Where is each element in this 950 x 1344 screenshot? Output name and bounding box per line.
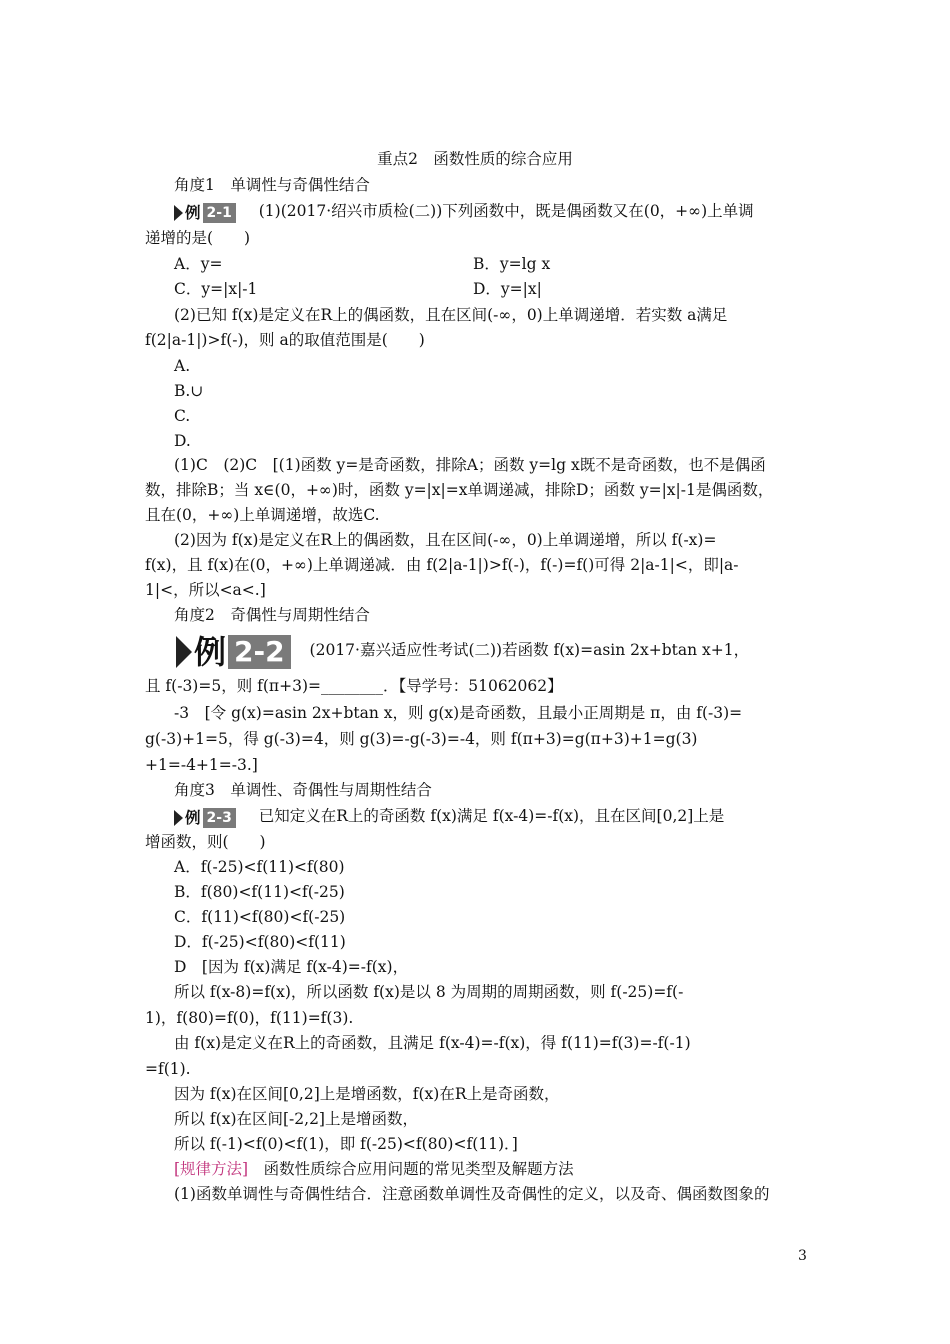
question-text: 且 f(-3)=5，则 f(π+3)=________．【导学号：51062062】 xyxy=(145,677,563,695)
solution-text: g(-3)+1=5，得 g(-3)=4，则 g(3)=-g(-3)=-4，则 f(π+3)=g(π+3)+1=g(3) xyxy=(145,730,698,748)
option-a: A. xyxy=(174,357,191,375)
option-c: C．f(11)<f(80)<f(-25) xyxy=(174,908,346,926)
angle-3-heading: 角度3 单调性、奇偶性与周期性结合 xyxy=(174,781,432,799)
solution-text: 所以 f(-1)<f(0)<f(1)，即 f(-25)<f(80)<f(11)．] xyxy=(174,1135,518,1153)
option-d: D. xyxy=(174,432,191,450)
method-label: [规律方法] xyxy=(174,1160,249,1178)
question-text: (1)(2017·绍兴市质检(二))下列函数中，既是偶函数又在(0，+∞)上单调 xyxy=(258,202,754,220)
example-label: 例 xyxy=(194,632,227,671)
method-title: 函数性质综合应用问题的常见类型及解题方法 xyxy=(248,1160,574,1178)
solution-text: +1=-4+1=-3.] xyxy=(145,756,258,774)
angle-1-heading: 角度1 单调性与奇偶性结合 xyxy=(174,176,370,194)
example-number: 2-3 xyxy=(203,808,236,828)
example-number: 2-1 xyxy=(203,203,236,223)
example-2-2-question xyxy=(176,632,749,670)
method-text: (1)函数单调性与奇偶性结合．注意函数单调性及奇偶性的定义，以及奇、偶函数图象的 xyxy=(174,1185,770,1203)
solution-text: 数，排除B；当 x∈(0，+∞)时，函数 y=|x|=x单调递减，排除D；函数 y=|x|-1是偶函数， xyxy=(145,481,774,499)
option-d: D．f(-25)<f(80)<f(11) xyxy=(174,933,346,951)
solution-text: 因为 f(x)在区间[0,2]上是增函数，f(x)在R上是奇函数， xyxy=(174,1085,560,1103)
example-number: 2-2 xyxy=(228,635,291,669)
solution-text: (1)C (2)C [(1)函数 y=是奇函数，排除A；函数 y=lg x既不是奇函数，也不是偶函 xyxy=(174,456,766,474)
triangle-icon xyxy=(176,636,192,668)
solution-text: (2)因为 f(x)是定义在R上的偶函数，且在区间(-∞，0)上单调递增，所以 f(-x)= xyxy=(174,531,717,549)
example-2-1-question xyxy=(174,201,754,223)
solution-text: -3 [令 g(x)=asin 2x+btan x，则 g(x)是奇函数，且最小正周期是 π，由 f(-3)= xyxy=(174,704,743,722)
solution-text: f(x)，且 f(x)在(0，+∞)上单调递减．由 f(2|a-1|)>f(-)，f(-)=f()可得 2|a-1|<，即|a- xyxy=(145,556,739,574)
solution-text: =f(1). xyxy=(145,1060,191,1078)
example-2-3-question xyxy=(174,806,724,828)
option-b: B．y=lg x xyxy=(473,255,551,273)
question-text: f(2|a-1|)>f(-)，则 a的取值范围是( ) xyxy=(145,331,425,349)
question-text: 增函数，则( ) xyxy=(145,833,266,851)
example-badge xyxy=(176,633,291,670)
example-badge xyxy=(174,807,236,828)
solution-text: 所以 f(x)在区间[-2,2]上是增函数， xyxy=(174,1110,418,1128)
solution-text: 所以 f(x-8)=f(x)，所以函数 f(x)是以 8 为周期的周期函数，则 f(-25)=f(- xyxy=(174,983,684,1001)
option-d: D．y=|x| xyxy=(473,280,542,298)
example-label: 例 xyxy=(185,807,201,827)
solution-text: 1|<，所以<a<.] xyxy=(145,581,266,599)
example-label: 例 xyxy=(185,202,201,222)
page-number: 3 xyxy=(798,1248,807,1264)
option-c: C．y=|x|-1 xyxy=(174,280,258,298)
option-a: A．y= xyxy=(174,255,223,273)
solution-text: 由 f(x)是定义在R上的奇函数，且满足 f(x-4)=-f(x)，得 f(11)=f(3)=-f(-1) xyxy=(174,1034,691,1052)
question-text: 已知定义在R上的奇函数 f(x)满足 f(x-4)=-f(x)，且在区间[0,2]上是 xyxy=(258,807,725,825)
option-a: A．f(-25)<f(11)<f(80) xyxy=(174,858,345,876)
question-text: (2)已知 f(x)是定义在R上的偶函数，且在区间(-∞，0)上单调递增．若实数 a满足 xyxy=(174,306,728,324)
triangle-icon xyxy=(174,205,183,221)
question-text: 递增的是( ) xyxy=(145,229,251,247)
example-badge xyxy=(174,202,236,223)
question-text: (2017·嘉兴适应性考试(二))若函数 f(x)=asin 2x+btan x+1， xyxy=(309,641,750,659)
section-title: 重点2 函数性质的综合应用 xyxy=(377,150,573,168)
solution-text: 1)，f(80)=f(0)，f(11)=f(3). xyxy=(145,1009,354,1027)
solution-text: D [因为 f(x)满足 f(x-4)=-f(x)， xyxy=(174,958,409,976)
angle-2-heading: 角度2 奇偶性与周期性结合 xyxy=(174,606,370,624)
triangle-icon xyxy=(174,810,183,826)
option-b: B．f(80)<f(11)<f(-25) xyxy=(174,883,345,901)
option-c: C. xyxy=(174,407,191,425)
solution-text: 且在(0，+∞)上单调递增，故选C. xyxy=(145,506,380,524)
option-b: B.∪ xyxy=(174,382,204,400)
method-heading xyxy=(174,1159,574,1179)
